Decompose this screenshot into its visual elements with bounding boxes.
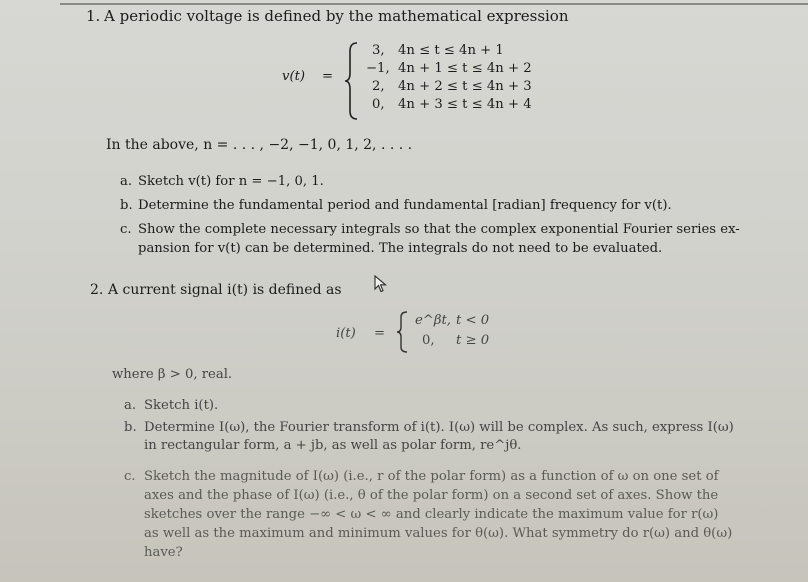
q1-part-b-text: Determine the fundamental period and fundamental [radian] frequency for v(t).	[138, 198, 672, 213]
q2-where-note: where β > 0, real.	[112, 367, 233, 382]
q1-case-condition: 4n ≤ t ≤ 4n + 1	[398, 43, 504, 58]
mouse-pointer-icon	[374, 275, 388, 293]
q1-part-a-text: Sketch v(t) for n = −1, 0, 1.	[138, 174, 324, 189]
q1-case-value: 2,	[372, 79, 385, 94]
q1-case-condition: 4n + 3 ≤ t ≤ 4n + 4	[398, 97, 532, 112]
q2-part-a-label: a.	[124, 398, 137, 413]
q1-part-c-line: pansion for v(t) can be determined. The integrals do not need to be evaluated.	[138, 241, 663, 256]
q2-part-a-text: Sketch i(t).	[144, 398, 219, 413]
q2-part-b-line: Determine I(ω), the Fourier transform of i(t). I(ω) will be complex. As such, express I(ω)	[144, 420, 734, 435]
q1-intro: A periodic voltage is defined by the mathematical expression	[104, 7, 569, 25]
q2-part-b-line: in rectangular form, a + jb, as well as polar form, re^jθ.	[144, 438, 522, 453]
q1-case-value: 3,	[372, 43, 385, 58]
q1-number: 1.	[86, 7, 101, 25]
q2-number: 2.	[90, 282, 104, 298]
q2-equals: =	[374, 326, 386, 341]
q2-part-c-line: have?	[144, 545, 183, 560]
q2-case-value: e^βt,	[415, 313, 451, 328]
q1-lhs: v(t)	[282, 69, 306, 84]
q1-left-brace	[344, 41, 360, 121]
q1-case-value: −1,	[366, 61, 390, 76]
q2-part-c-line: as well as the maximum and minimum values for θ(ω). What symmetry do r(ω) and θ(ω)	[144, 526, 733, 541]
top-rule	[60, 3, 808, 5]
q1-part-c-line: Show the complete necessary integrals so that the complex exponential Fourier series ex-	[138, 222, 740, 237]
q1-case-value: 0,	[372, 97, 385, 112]
q1-part-c-label: c.	[120, 222, 132, 237]
q2-part-b-label: b.	[124, 420, 137, 435]
q2-case-condition: t < 0	[456, 313, 490, 328]
q2-part-c-line: Sketch the magnitude of I(ω) (i.e., r of the polar form) as a function of ω on one set of	[144, 469, 719, 484]
q2-case-condition: t ≥ 0	[456, 333, 490, 348]
q1-case-condition: 4n + 1 ≤ t ≤ 4n + 2	[398, 61, 532, 76]
q1-part-b-label: b.	[120, 198, 133, 213]
q2-part-c-line: sketches over the range −∞ < ω < ∞ and clearly indicate the maximum value for r(ω)	[144, 507, 719, 522]
q1-domain-note: In the above, n = . . . , −2, −1, 0, 1, 2, . . . .	[106, 137, 413, 153]
q2-intro: A current signal i(t) is defined as	[108, 282, 342, 298]
q2-case-value: 0,	[422, 333, 435, 348]
q2-left-brace	[396, 310, 410, 354]
q2-part-c-line: axes and the phase of I(ω) (i.e., θ of the polar form) on a second set of axes. Show the	[144, 488, 719, 503]
q1-case-condition: 4n + 2 ≤ t ≤ 4n + 3	[398, 79, 532, 94]
q2-part-c-label: c.	[124, 469, 136, 484]
q1-part-a-label: a.	[120, 174, 133, 189]
q1-equals: =	[322, 69, 334, 84]
q2-lhs: i(t)	[336, 326, 356, 341]
